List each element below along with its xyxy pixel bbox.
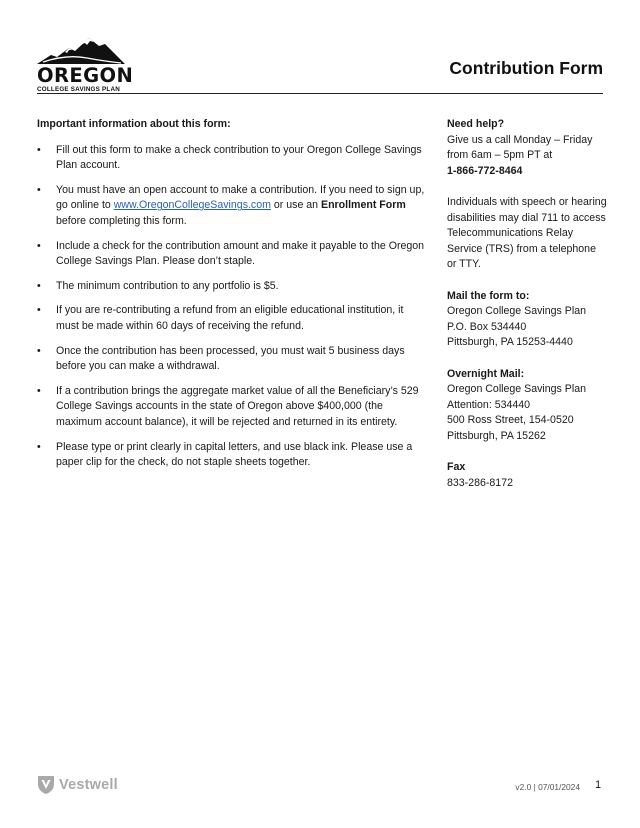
list-item-text: or use an [270,199,322,212]
important-info-list [37,143,429,471]
vestwell-logo [37,775,118,795]
list-item: • The minimum contribution to any portfolio is $5. [37,279,429,295]
list-item-text: before completing this form. [56,214,187,227]
fax-heading: Fax [447,461,466,474]
contact-sidebar [447,117,607,507]
page-number: 1 [595,779,601,791]
page-title: Contribution Form [449,58,603,78]
tty-text: Individuals with speech or hearing disabilities may dial 711 to access Telecommunications Relay Service (TRS) from a telephone or TTY. [447,195,607,271]
mail-block [447,289,607,351]
list-item: • Include a check for the contribution amount and make it payable to the Oregon College Savings Plan. Please don’t staple. [37,239,429,270]
overnight-block [447,367,607,445]
address-line: Pittsburgh, PA 15262 [447,429,546,442]
help-text: Give us a call Monday – Friday from 6am – 5pm PT at [447,133,593,162]
help-phone: 1-866-772-8464 [447,164,523,177]
list-item: • Fill out this form to make a check contribution to your Oregon College Savings Plan account. [37,143,429,174]
address-line: Pittsburgh, PA 15253-4440 [447,336,573,349]
logo-wordmark: OREGON [37,64,134,87]
fax-number: 833-286-8172 [447,476,513,489]
list-item [37,183,429,230]
address-line: P.O. Box 534440 [447,320,527,333]
important-info-section [37,117,429,480]
mail-heading: Mail the form to: [447,289,530,302]
mountain-icon [37,36,125,64]
vestwell-wordmark: Vestwell [59,777,118,793]
enrollment-form-label: Enrollment Form [321,199,406,212]
list-item-text: You must have an open account to make a contribution. If you need to sign up, go online to [56,183,425,212]
fax-block [447,460,607,491]
address-line: Attention: 534440 [447,398,531,411]
help-heading: Need help? [447,118,505,130]
address-line: Oregon College Savings Plan [447,383,586,396]
overnight-heading: Overnight Mail: [447,367,525,380]
help-block [447,117,607,179]
list-item: • If you are re-contributing a refund from an eligible educational institution, it must be made within 60 days of receiving the refund. [37,303,429,334]
logo-tagline: COLLEGE SAVINGS PLAN [37,86,120,93]
header-divider [37,93,603,94]
oregon-college-savings-logo [37,36,137,93]
list-item: • If a contribution brings the aggregate market value of all the Beneficiary’s 529 College Savings accounts in the state of Oregon above $400,000 (the maximum account balance), it will be rejected and returned in its entirety. [37,384,429,431]
address-line: Oregon College Savings Plan [447,305,586,318]
website-link[interactable]: www.OregonCollegeSavings.com [113,199,271,212]
vestwell-v-shield-icon [37,775,55,795]
version-label: v2.0 | 07/01/2024 [515,782,580,792]
list-item: • Please type or print clearly in capital letters, and use black ink. Please use a paper clip for the check, do not staple sheets together. [37,440,429,471]
address-line: 500 Ross Street, 154-0520 [447,414,574,427]
list-item: • Once the contribution has been processed, you must wait 5 business days before you can make a withdrawal. [37,344,429,375]
important-info-heading: Important information about this form: [37,118,231,130]
